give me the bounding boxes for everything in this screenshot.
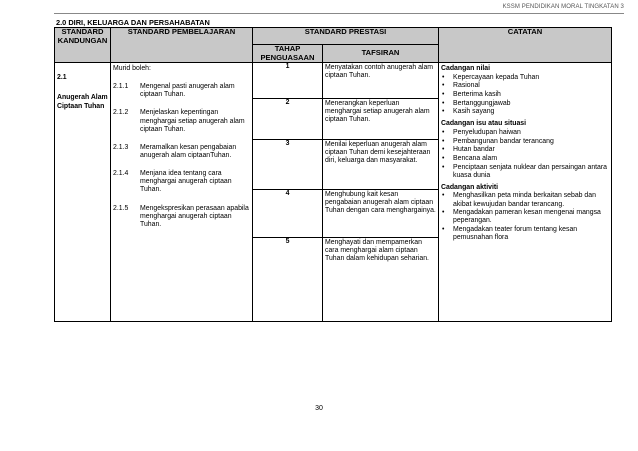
tafsiran-text: Menghubung kait kesan pengabaian anugerah alam ciptaan Tuhan dengan cara menghargainya. bbox=[325, 191, 436, 215]
item-number: 2.1.5 bbox=[113, 204, 129, 212]
list-item: • Penyeludupan haiwan bbox=[442, 128, 521, 136]
cadangan-aktiviti-heading: Cadangan aktiviti bbox=[441, 183, 499, 191]
standard-pembelajaran-item bbox=[113, 109, 250, 133]
standard-pembelajaran-item bbox=[113, 83, 250, 99]
list-item: • Hutan bandar bbox=[442, 146, 495, 154]
tafsiran-3 bbox=[323, 140, 439, 190]
list-item: • Kepercayaan kepada Tuhan bbox=[442, 73, 540, 81]
bullet-icon: • bbox=[442, 226, 445, 234]
cadangan-nilai-list bbox=[441, 74, 609, 117]
header-catatan: CATATAN bbox=[439, 28, 612, 63]
standard-pembelajaran-intro: Murid boleh: bbox=[113, 65, 151, 72]
cadangan-aktiviti-list bbox=[441, 192, 609, 242]
standard-kandungan-title: Anugerah Alam Ciptaan Tuhan bbox=[57, 94, 108, 110]
bullet-icon: • bbox=[442, 163, 445, 171]
bullet-icon: • bbox=[442, 146, 445, 154]
tahap-penguasaan-1: 1 bbox=[253, 63, 323, 99]
standard-kandungan-code: 2.1 bbox=[57, 74, 67, 81]
header-standard-prestasi: STANDARD PRESTASI bbox=[253, 28, 439, 45]
cadangan-isu-list bbox=[441, 129, 609, 180]
bullet-icon: • bbox=[442, 137, 445, 145]
tafsiran-text: Menerangkan keperluan menghargai setiap anugerah alam ciptaan Tuhan. bbox=[325, 100, 430, 124]
item-text: Mengekspresikan perasaan apabila menghargai anugerah ciptaan Tuhan. bbox=[140, 204, 249, 228]
tafsiran-4 bbox=[323, 190, 439, 238]
bullet-icon: • bbox=[442, 209, 445, 217]
item-number: 2.1.3 bbox=[113, 143, 129, 151]
section-title: 2.0 DIRI, KELUARGA DAN PERSAHABATAN bbox=[56, 18, 210, 27]
page-number: 30 bbox=[315, 405, 323, 412]
tafsiran-5 bbox=[323, 238, 439, 322]
list-item: • Mengadakan pameran kesan mengenai mangsa peperangan. bbox=[442, 209, 601, 225]
document-running-header: KSSM PENDIDIKAN MORAL TINGKATAN 3 bbox=[502, 4, 624, 10]
tahap-penguasaan-4: 4 bbox=[253, 190, 323, 238]
standard-kandungan-cell bbox=[55, 63, 111, 322]
tafsiran-text: Menghayati dan mempamerkan cara menghargai alam ciptaan Tuhan dalam kehidupan seharian. bbox=[325, 239, 429, 263]
header-tahap-penguasaan: TAHAP PENGUASAAN bbox=[253, 45, 323, 63]
list-item: • Kasih sayang bbox=[442, 108, 495, 116]
tahap-penguasaan-5: 5 bbox=[253, 238, 323, 322]
item-text: Meramalkan kesan pengabaian anugerah alam ciptaanTuhan. bbox=[140, 143, 237, 159]
tafsiran-2 bbox=[323, 99, 439, 140]
standard-pembelajaran-item bbox=[113, 144, 250, 160]
header-divider bbox=[54, 13, 624, 14]
list-item: • Berterima kasih bbox=[442, 90, 501, 98]
catatan-cell bbox=[439, 63, 612, 322]
list-item: • Pembangunan bandar terancang bbox=[442, 137, 554, 145]
list-item: • Rasional bbox=[442, 82, 480, 90]
bullet-icon: • bbox=[442, 99, 445, 107]
item-text: Mengenal pasti anugerah alam ciptaan Tuhan. bbox=[140, 83, 235, 99]
standard-pembelajaran-item bbox=[113, 170, 250, 194]
list-item: • Mengadakan teater forum tentang kesan pemusnahan flora bbox=[442, 226, 578, 242]
bullet-icon: • bbox=[442, 128, 445, 136]
item-text: Menjelaskan kepentingan menghargai setiap anugerah alam ciptaan Tuhan. bbox=[140, 109, 245, 133]
standard-pembelajaran-item bbox=[113, 205, 250, 229]
item-number: 2.1.2 bbox=[113, 109, 129, 117]
cadangan-isu-heading: Cadangan isu atau situasi bbox=[441, 120, 527, 128]
bullet-icon: • bbox=[442, 90, 445, 98]
bullet-icon: • bbox=[442, 108, 445, 116]
standard-pembelajaran-cell bbox=[111, 63, 253, 322]
item-number: 2.1.4 bbox=[113, 170, 129, 178]
cadangan-nilai-heading: Cadangan nilai bbox=[441, 65, 491, 72]
list-item: • Bertanggungjawab bbox=[442, 99, 511, 107]
header-standard-pembelajaran: STANDARD PEMBELAJARAN bbox=[111, 28, 253, 63]
item-number: 2.1.1 bbox=[113, 83, 129, 91]
header-standard-kandungan: STANDARD KANDUNGAN bbox=[55, 28, 111, 63]
bullet-icon: • bbox=[442, 73, 445, 81]
header-tafsiran: TAFSIRAN bbox=[323, 45, 439, 63]
bullet-icon: • bbox=[442, 154, 445, 162]
tahap-penguasaan-3: 3 bbox=[253, 140, 323, 190]
tafsiran-1 bbox=[323, 63, 439, 99]
list-item: • Menghasilkan peta minda berkaitan sebab dan akibat kewujudan bandar terancang. bbox=[442, 192, 596, 208]
list-item: • Penciptaan senjata nuklear dan persaingan antara kuasa dunia bbox=[442, 163, 608, 179]
tafsiran-text: Menilai keperluan anugerah alam ciptaan Tuhan demi kesejahteraan diri, keluarga dan masyarakat. bbox=[325, 141, 431, 165]
standards-table bbox=[54, 27, 612, 322]
list-item: • Bencana alam bbox=[442, 154, 498, 162]
bullet-icon: • bbox=[442, 192, 445, 200]
item-text: Menjana idea tentang cara menghargai anugerah ciptaan Tuhan. bbox=[140, 170, 232, 194]
bullet-icon: • bbox=[442, 82, 445, 90]
tafsiran-text: Menyatakan contoh anugerah alam ciptaan Tuhan. bbox=[325, 64, 434, 80]
tahap-penguasaan-2: 2 bbox=[253, 99, 323, 140]
